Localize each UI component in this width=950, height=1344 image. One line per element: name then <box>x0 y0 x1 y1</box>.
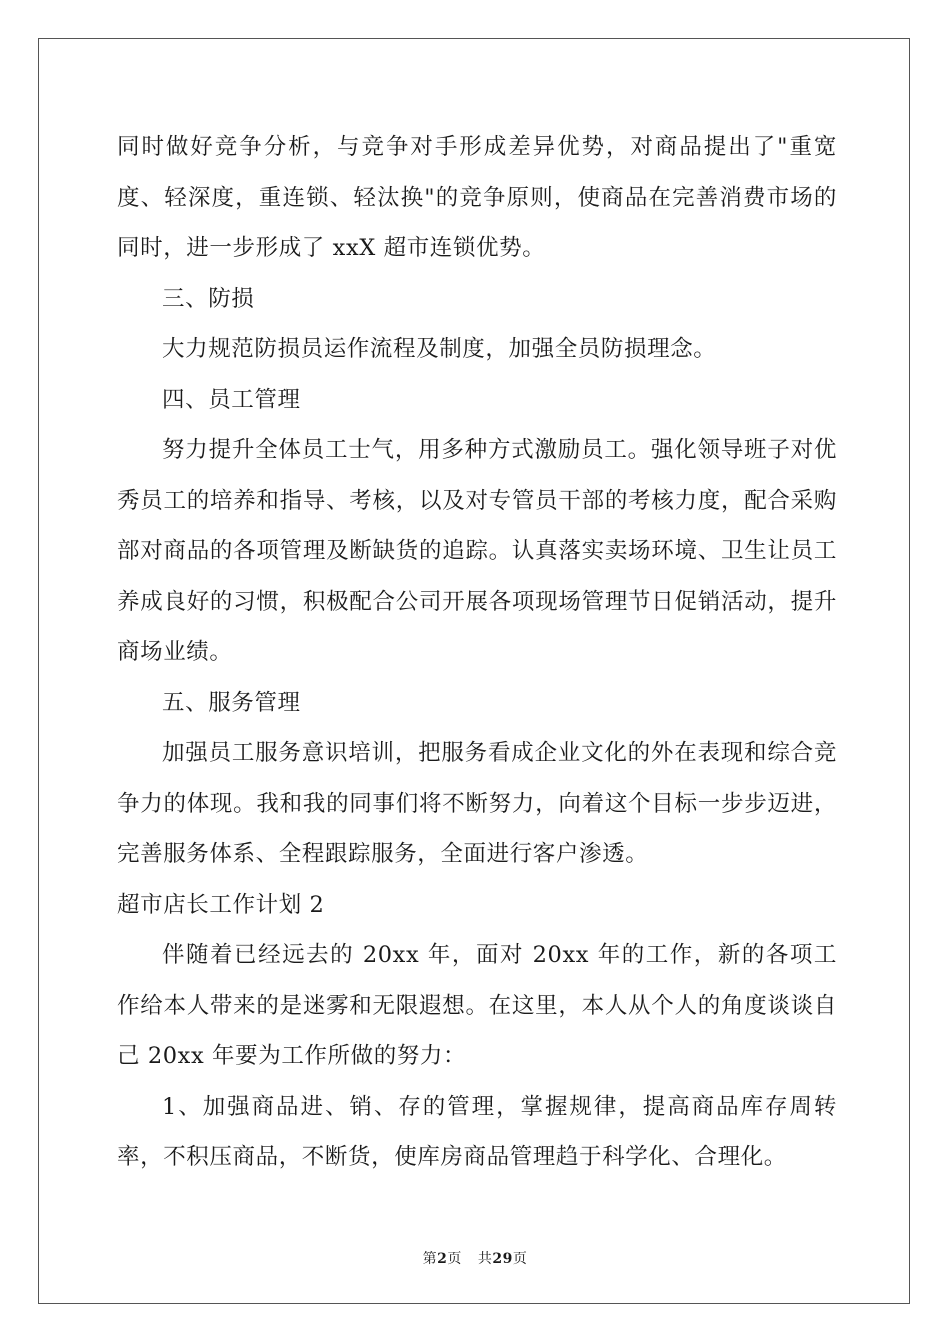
paragraph: 1、加强商品进、销、存的管理，掌握规律，提高商品库存周转率，不积压商品，不断货，使库房商品管理趋于科学化、合理化。 <box>117 1093 837 1170</box>
section-heading-service-management: 五、服务管理 <box>162 689 301 716</box>
page-prefix: 第 <box>422 1251 438 1267</box>
section-heading-loss-prevention: 三、防损 <box>162 285 255 312</box>
paragraph: 大力规范防损员运作流程及制度，加强全员防损理念。 <box>162 336 717 362</box>
document-body <box>117 122 837 1183</box>
total-pages: 29 <box>492 1251 513 1267</box>
paragraph: 伴随着已经远去的 20xx 年，面对 20xx 年的工作，新的各项工作给本人带来的是迷雾和无限遐想。在这里，本人从个人的角度谈谈自己 20xx 年要为工作所做的努力： <box>117 942 837 1069</box>
page-footer <box>0 1248 950 1268</box>
page-suffix: 页 <box>447 1251 462 1267</box>
paragraph: 加强员工服务意识培训，把服务看成企业文化的外在表现和综合竞争力的体现。我和我的同事们将不断努力，向着这个目标一步步迈进，完善服务体系、全程跟踪服务，全面进行客户渗透。 <box>117 740 837 867</box>
total-suffix: 页 <box>512 1251 528 1267</box>
section-heading-staff-management: 四、员工管理 <box>162 386 301 413</box>
document-subtitle: 超市店长工作计划 2 <box>117 891 325 918</box>
total-prefix: 共 <box>477 1251 493 1267</box>
paragraph: 同时做好竞争分析，与竞争对手形成差异优势，对商品提出了"重宽度、轻深度，重连锁、轻汰换"的竞争原则，使商品在完善消费市场的同时，进一步形成了 xxX 超市连锁优势。 <box>117 134 837 261</box>
page-number: 2 <box>437 1251 448 1267</box>
paragraph: 努力提升全体员工士气，用多种方式激励员工。强化领导班子对优秀员工的培养和指导、考核，以及对专管员干部的考核力度，配合采购部对商品的各项管理及断缺货的追踪。认真落实卖场环境、卫生让员工养成良好的习惯，积极配合公司开展各项现场管理节日促销活动，提升商场业绩。 <box>117 437 837 665</box>
